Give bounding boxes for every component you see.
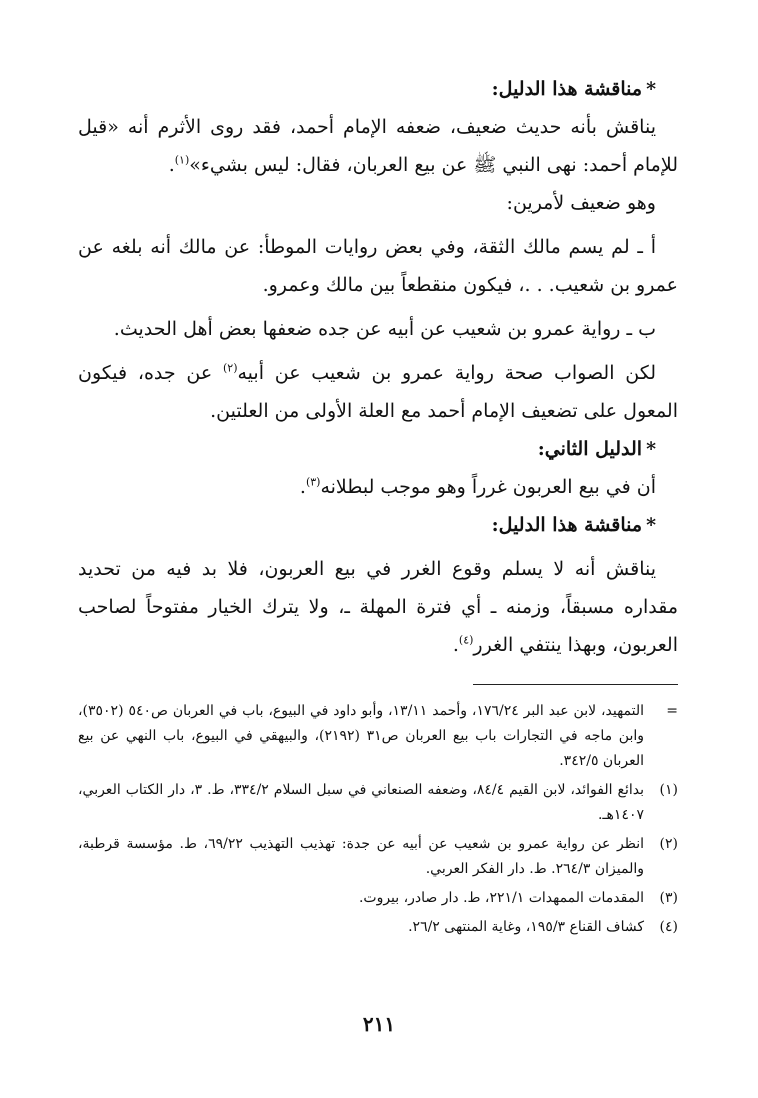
star-bullet: * — [646, 438, 656, 460]
footnote-number: (١) — [659, 782, 678, 798]
footnote-number: (٣) — [659, 890, 678, 906]
footnote-ref-4[interactable]: (٤) — [458, 633, 474, 647]
footnote-2 — [78, 832, 678, 882]
footnote-text: بدائع الفوائد، لابن القيم ٨٤/٤، وضعفه الصنعاني في سبل السلام ٣٣٤/٢، ط. ٣، دار الكتاب العربي، ١٤٠٧هـ. — [78, 782, 644, 823]
footnote-text: المقدمات الممهدات ٢٢١/١، ط. دار صادر، بيروت. — [358, 890, 644, 906]
paragraph-3: أ ـ لم يسم مالك الثقة، وفي بعض روايات الموطأ: عن مالك أنه بلغه عن عمرو بن شعيب. . .، فيكون منقطعاً بين مالك وعمرو. — [78, 236, 678, 296]
page-number: ٢١١ — [362, 1012, 396, 1036]
section-heading-discussion-1: *مناقشة هذا الدليل: — [491, 78, 656, 100]
footnote-1 — [78, 778, 678, 828]
paragraph-4: ب ـ رواية عمرو بن شعيب عن أبيه عن جده ضعفها بعض أهل الحديث. — [113, 318, 656, 340]
footnote-text: انظر عن رواية عمرو بن شعيب عن أبيه عن جدة: تهذيب التهذيب ٦٩/٢٢، ط. مؤسسة قرطبة، والميزان ٢٦٤/٣. ط. دار الفكر العربي. — [78, 836, 644, 877]
footnotes — [78, 699, 678, 940]
footnote-text: التمهيد، لابن عبد البر ١٧٦/٢٤، وأحمد ١٣/١١، وأبو داود في البيوع، باب في العربان ص٥٤٠ (٣٥٠٢)، وابن ماجه في التجارات باب بيع العربان ص٣١ (٢١٩٢)، والبيهقي في البيوع، باب النهي عن بيع العربان ٣٤٢/٥. — [78, 703, 645, 769]
footnote-ref-1[interactable]: (١) — [174, 153, 190, 167]
footnote-ref-2[interactable]: (٢) — [222, 361, 238, 375]
section-heading-discussion-2: *مناقشة هذا الدليل: — [491, 514, 656, 536]
paragraph-7: يناقش أنه لا يسلم وقوع الغرر في بيع العربون، فلا بد فيه من تحديد مقداره مسبقاً، وزمنه ـ أي فترة المهلة ـ، ولا يترك الخيار مفتوحاً لصاحب العربون، وبهذا ينتفي الغرر$^{(٤)}$. — [78, 558, 678, 656]
footnote-number: (٤) — [659, 919, 678, 935]
star-bullet: * — [646, 514, 656, 536]
footnote-text: كشاف القناع ١٩٥/٣، وغاية المنتهى ٢٦/٢. — [408, 919, 644, 935]
paragraph-5: لكن الصواب صحة رواية عمرو بن شعيب عن أبيه$^{(٢)}$ عن جده، فيكون المعول على تضعيف الإمام أحمد مع العلة الأولى من العلتين. — [78, 361, 678, 422]
paragraph-6: أن في بيع العربون غرراً وهو موجب لبطلانه$^{(٣)}$. — [299, 475, 656, 498]
footnote-ref-3[interactable]: (٣) — [305, 475, 321, 489]
footnote-number: = — [666, 703, 678, 719]
star-bullet: * — [646, 78, 656, 100]
footnote-separator — [473, 684, 678, 685]
footnote-3 — [78, 886, 678, 911]
footnote-number: (٢) — [659, 836, 678, 852]
main-text — [78, 70, 678, 664]
section-heading-second-evidence: *الدليل الثاني: — [537, 438, 656, 460]
footnote-continuation — [78, 699, 678, 774]
footnote-4 — [78, 915, 678, 940]
paragraph-2: وهو ضعيف لأمرين: — [506, 192, 656, 214]
paragraph-1: يناقش بأنه حديث ضعيف، ضعفه الإمام أحمد، فقد روى الأثرم أنه «قيل للإمام أحمد: نهى النبي ﷺ عن بيع العربان، فقال: ليس بشيء»$^{(١)}$. — [78, 116, 678, 176]
